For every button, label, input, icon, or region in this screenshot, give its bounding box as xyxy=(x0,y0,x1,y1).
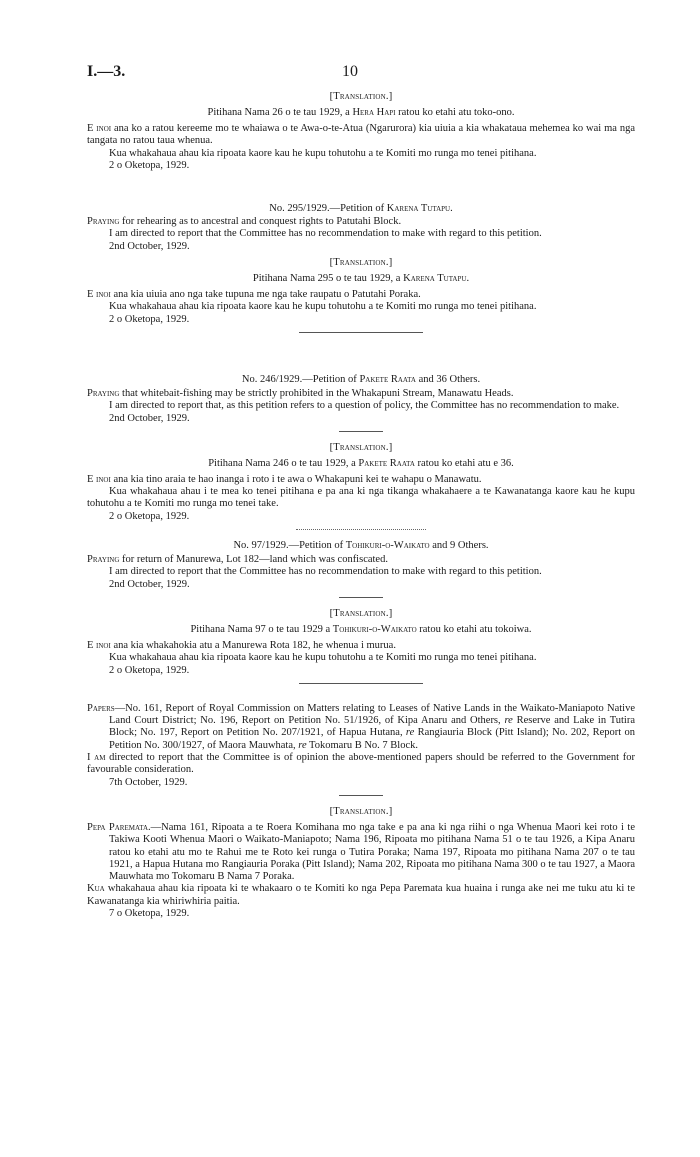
section-translation-papers xyxy=(87,806,635,920)
section-title: Pitihana Nama 26 o te tau 1929, a Hera Hapi ratou ko etahi atu toko-ono. xyxy=(207,107,515,118)
translation-label: [Translation.] xyxy=(329,607,393,619)
section-divider xyxy=(339,431,383,432)
body-paragraph: I am directed to report that, as this petition refers to a question of policy, the Committee has no recommendation to make. xyxy=(109,400,620,412)
body-paragraph: Kua whakahaua ahau kia ripoata ki te whakaaro o te Komiti ko nga Pepa Paremata kua huaina i runga ake nei me tuku atu ki te Kawanatanga kia whiriwhiria paitia. xyxy=(87,883,635,907)
section-divider xyxy=(296,529,426,530)
body-paragraph: I am directed to report that the Committee has no recommendation to make with regard to this petition. xyxy=(109,566,542,578)
section-date: 2 o Oketopa, 1929. xyxy=(109,664,190,676)
body-paragraph: Kua whakahaua ahau kia ripoata kaore kau he kupu tohutohu a te Komiti mo runga mo tenei pitihana. xyxy=(109,652,537,664)
translation-label: [Translation.] xyxy=(329,805,393,817)
section-divider xyxy=(339,795,383,796)
papers-paragraph: Pepa Paremata.—Nama 161, Ripoata a te Roera Komihana mo nga take e pa ana ki nga riihi o nga Whenua Maori kei roto i te Takiwa Kooti Whenua Maori o Waikato-Maniapoto; Nama 196, Ripoata mo pitihana Nama 51 o te tau 1926, a Kipa Anaru ratou ko etahi atu mo te Rahui me te Roto kei runga o Tutira Poraka; Nama 197, Ripoata mo pitihana Nama 207 o te tau 1921, a Hapua Hutana mo Rangiauria Poraka (Pitt Island); Nama 202, Ripoata mo pitihana Nama 300 o te tau 1927, a Maora Mauwhata mo Tokomaru B Nama 7 Poraka. xyxy=(87,821,635,883)
body-paragraph: E inoi ana kia whakahokia atu a Manurewa Rota 182, he whenua i murua. xyxy=(87,639,396,651)
page-header xyxy=(87,63,635,85)
body-paragraph: Praying for return of Manurewa, Lot 182—land which was confiscated. xyxy=(87,554,388,566)
section-date: 2 o Oketopa, 1929. xyxy=(109,159,190,171)
section-papers xyxy=(87,703,635,789)
section-title: Pitihana Nama 246 o te tau 1929, a Pakete Raata ratou ko etahi atu e 36. xyxy=(208,457,514,469)
section-title: Pitihana Nama 295 o te tau 1929, a Karena Tutapu. xyxy=(252,273,470,285)
section-translation-97 xyxy=(87,608,635,677)
section-divider xyxy=(299,332,423,333)
body-paragraph: Kua whakahaua ahau kia ripoata kaore kau he kupu tohutohu a te Komiti mo runga mo tenei pitihana. xyxy=(109,301,537,313)
section-title: No. 97/1929.—Petition of Tohikuri-o-Waikato and 9 Others. xyxy=(233,540,489,552)
section-date: 2nd October, 1929. xyxy=(109,412,190,424)
body-paragraph: E inoi ana ko a ratou kereeme mo te whaiawa o te Awa-o-te-Atua (Ngarurora) kia uiuia a kia whakataua mehemea ko wai ma nga tangata no ratou taua whenua. xyxy=(87,123,635,147)
section-date: 2nd October, 1929. xyxy=(109,578,190,590)
translation-label: [Translation.] xyxy=(329,441,393,453)
section-date: 7 o Oketopa, 1929. xyxy=(109,907,190,919)
section-title: Pitihana Nama 97 o te tau 1929 a Tohikuri-o-Waikato ratou ko etahi atu tokoiwa. xyxy=(190,623,532,635)
section-title: No. 295/1929.—Petition of Karena Tutapu. xyxy=(269,203,453,215)
body-paragraph: E inoi ana kia uiuia ano nga take tupuna me nga take raupatu o Patutahi Poraka. xyxy=(87,289,421,301)
section-petition-97 xyxy=(87,540,635,591)
section-translation-246 xyxy=(87,442,635,523)
section-title: No. 246/1929.—Petition of Pakete Raata and 36 Others. xyxy=(241,373,481,385)
translation-label: [Translation.] xyxy=(329,91,393,102)
section-divider xyxy=(339,597,383,598)
body-paragraph: I am directed to report that the Committee has no recommendation to make with regard to this petition. xyxy=(109,228,542,240)
papers-paragraph: Papers—No. 161, Report of Royal Commission on Matters relating to Leases of Native Lands in the Waikato-Maniapoto Native Land Court District; No. 196, Report on Petition No. 51/1926, of Kipa Anaru and Others, re Reserve and Lake in Tutira Block; No. 197, Report on Petition No. 207/1921, of Hapua Hutana, re Rangiauria Block (Pitt Island); No. 202, Report on Petition No. 300/1927, of Maora Mauwhata, re Tokomaru B No. 7 Block. xyxy=(87,702,635,751)
body-paragraph: I am directed to report that the Committee is of opinion the above-mentioned papers should be referred to the Government for favourable consideration. xyxy=(87,752,635,776)
document-page xyxy=(87,63,635,920)
section-petition-246 xyxy=(87,374,635,425)
document-code: I.—3. xyxy=(87,63,126,80)
section-petition-295 xyxy=(87,203,635,253)
section-date: 2 o Oketopa, 1929. xyxy=(109,313,190,325)
body-paragraph: Praying that whitebait-fishing may be strictly prohibited in the Whakapuni Stream, Manawatu Heads. xyxy=(87,387,514,399)
translation-label: [Translation.] xyxy=(329,257,393,269)
body-paragraph: E inoi ana kia tino araia te hao inanga i roto i te awa o Whakapuni kei te wahapu o Manawatu. xyxy=(87,473,482,485)
page-number: 10 xyxy=(342,63,358,80)
section-date: 2nd October, 1929. xyxy=(109,240,190,252)
section-translation-295 xyxy=(87,257,635,326)
section-translation-26 xyxy=(87,91,635,172)
body-paragraph: Kua whakahaua ahau i te mea ko tenei pitihana e pa ana ki nga tikanga whakahaere a te Kawanatanga kaore kau he kupu tohutohu a te Komiti mo runga mo tenei take. xyxy=(87,486,635,510)
section-divider xyxy=(299,683,423,684)
body-paragraph: Praying for rehearing as to ancestral and conquest rights to Patutahi Block. xyxy=(87,216,402,228)
section-date: 2 o Oketopa, 1929. xyxy=(109,510,190,522)
section-date: 7th October, 1929. xyxy=(109,776,188,788)
body-paragraph: Kua whakahaua ahau kia ripoata kaore kau he kupu tohutohu a te Komiti mo runga mo tenei pitihana. xyxy=(109,147,537,159)
